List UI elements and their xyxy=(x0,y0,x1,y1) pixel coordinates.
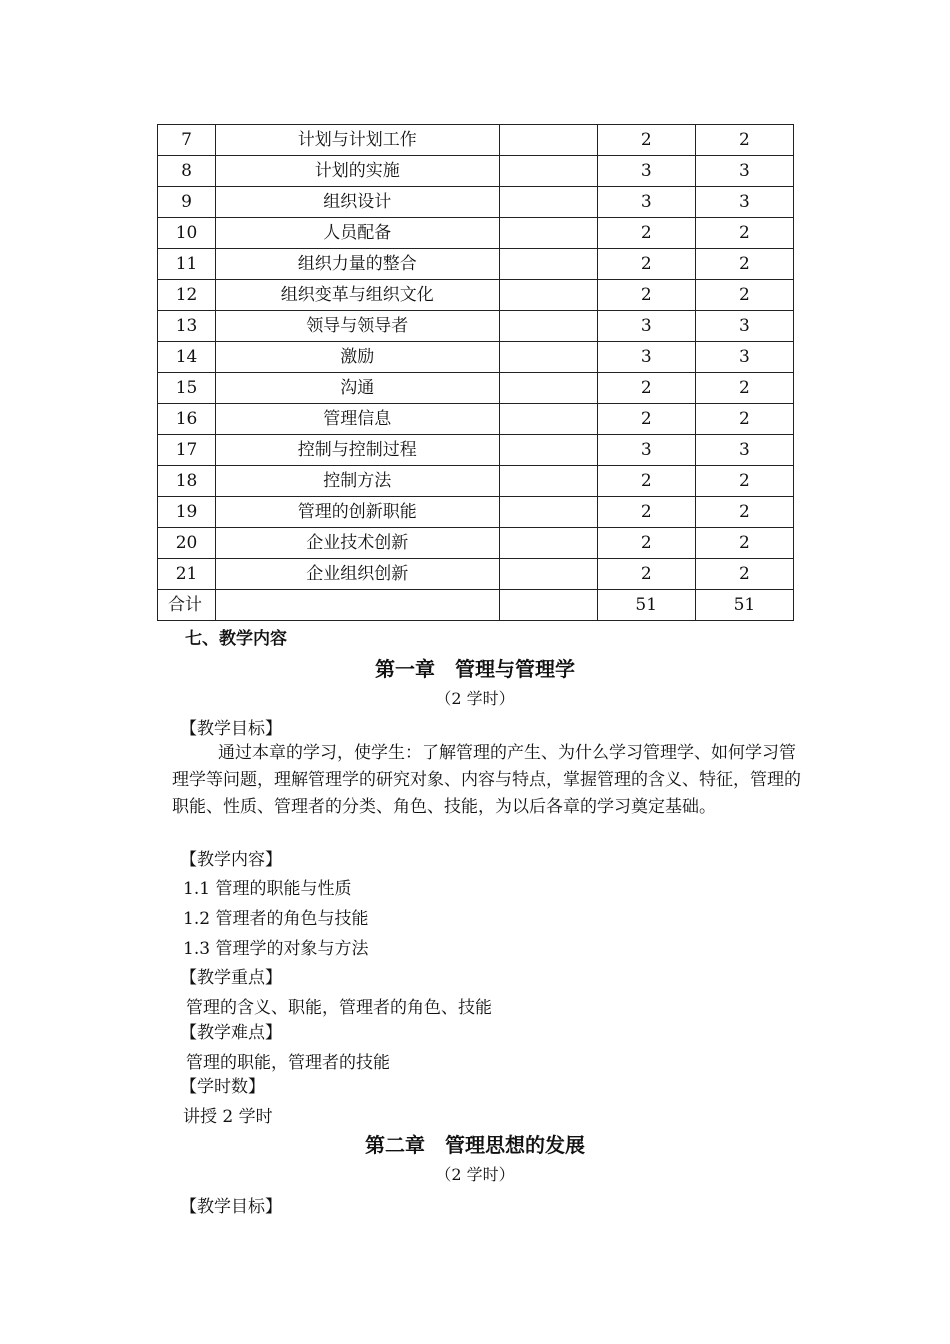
cell-note xyxy=(499,311,597,342)
cell-note xyxy=(499,497,597,528)
table-row xyxy=(158,187,794,218)
chapter1-hours: （2 学时） xyxy=(435,689,515,708)
cell-h2: 2 xyxy=(695,280,793,311)
cell-h1: 2 xyxy=(597,249,695,280)
cell-h1: 2 xyxy=(597,373,695,404)
cell-h1: 2 xyxy=(597,280,695,311)
chapter1-goal-label: 【教学目标】 xyxy=(180,719,282,739)
cell-no: 11 xyxy=(158,249,216,280)
cell-no: 9 xyxy=(158,187,216,218)
table-row xyxy=(158,404,794,435)
cell-no: 21 xyxy=(158,559,216,590)
cell-note xyxy=(499,373,597,404)
cell-h2: 3 xyxy=(695,435,793,466)
cell-no: 20 xyxy=(158,528,216,559)
cell-note xyxy=(499,404,597,435)
chapter1-content-label: 【教学内容】 xyxy=(180,850,282,870)
cell-no: 17 xyxy=(158,435,216,466)
cell-h1: 2 xyxy=(597,559,695,590)
cell-no: 10 xyxy=(158,218,216,249)
cell-no: 19 xyxy=(158,497,216,528)
total-empty-cell xyxy=(216,590,499,621)
cell-note xyxy=(499,156,597,187)
chapter2-hours: （2 学时） xyxy=(435,1165,515,1184)
cell-topic: 组织设计 xyxy=(216,187,499,218)
table-row xyxy=(158,156,794,187)
cell-note xyxy=(499,249,597,280)
cell-topic: 计划的实施 xyxy=(216,156,499,187)
table-row xyxy=(158,497,794,528)
section-heading: 七、教学内容 xyxy=(185,629,287,649)
table-row xyxy=(158,466,794,497)
table-row xyxy=(158,435,794,466)
chapter1-key-text: 管理的含义、职能，管理者的角色、技能 xyxy=(186,998,492,1018)
cell-topic: 企业组织创新 xyxy=(216,559,499,590)
cell-h1: 3 xyxy=(597,435,695,466)
cell-h1: 3 xyxy=(597,342,695,373)
cell-h1: 3 xyxy=(597,311,695,342)
cell-h1: 2 xyxy=(597,497,695,528)
cell-h1: 2 xyxy=(597,218,695,249)
cell-no: 8 xyxy=(158,156,216,187)
cell-note xyxy=(499,466,597,497)
chapter1-hours-label: 【学时数】 xyxy=(180,1077,265,1097)
cell-h1: 2 xyxy=(597,528,695,559)
cell-topic: 人员配备 xyxy=(216,218,499,249)
cell-note xyxy=(499,342,597,373)
cell-note xyxy=(499,218,597,249)
chapter1-title: 第一章 管理与管理学 xyxy=(375,657,575,681)
chapter1-goal-text: 通过本章的学习，使学生：了解管理的产生、为什么学习管理学、如何学习管理学等问题，理解管理学的研究对象、内容与特点，掌握管理的含义、特征，管理的职能、性质、管理者的分类、角色、技能，为以后各章的学习奠定基础。 xyxy=(172,743,801,817)
cell-topic: 管理的创新职能 xyxy=(216,497,499,528)
cell-h2: 2 xyxy=(695,528,793,559)
table-row xyxy=(158,342,794,373)
cell-no: 18 xyxy=(158,466,216,497)
cell-no: 7 xyxy=(158,125,216,156)
total-h1: 51 xyxy=(597,590,695,621)
cell-note xyxy=(499,125,597,156)
cell-topic: 激励 xyxy=(216,342,499,373)
table-row xyxy=(158,311,794,342)
chapter1-content-item-3: 1.3 管理学的对象与方法 xyxy=(183,939,369,959)
chapter1-difficulty-label: 【教学难点】 xyxy=(180,1023,282,1043)
course-hours-table xyxy=(157,124,794,621)
table-row xyxy=(158,528,794,559)
total-label: 合计 xyxy=(158,590,216,621)
table-row xyxy=(158,373,794,404)
cell-h1: 2 xyxy=(597,466,695,497)
table-row xyxy=(158,125,794,156)
cell-no: 14 xyxy=(158,342,216,373)
cell-topic: 管理信息 xyxy=(216,404,499,435)
cell-h2: 2 xyxy=(695,466,793,497)
cell-topic: 沟通 xyxy=(216,373,499,404)
chapter1-difficulty-text: 管理的职能，管理者的技能 xyxy=(186,1053,390,1073)
cell-note xyxy=(499,559,597,590)
cell-no: 15 xyxy=(158,373,216,404)
cell-topic: 计划与计划工作 xyxy=(216,125,499,156)
cell-topic: 领导与领导者 xyxy=(216,311,499,342)
chapter2-title: 第二章 管理思想的发展 xyxy=(365,1133,585,1157)
cell-no: 13 xyxy=(158,311,216,342)
table-row xyxy=(158,559,794,590)
cell-h2: 3 xyxy=(695,187,793,218)
cell-topic: 控制与控制过程 xyxy=(216,435,499,466)
cell-note xyxy=(499,528,597,559)
chapter2-goal-label: 【教学目标】 xyxy=(180,1197,282,1217)
total-empty-cell xyxy=(499,590,597,621)
cell-h2: 2 xyxy=(695,373,793,404)
cell-h1: 2 xyxy=(597,404,695,435)
cell-topic: 组织变革与组织文化 xyxy=(216,280,499,311)
cell-h1: 2 xyxy=(597,125,695,156)
cell-h2: 2 xyxy=(695,218,793,249)
cell-topic: 组织力量的整合 xyxy=(216,249,499,280)
table-row xyxy=(158,218,794,249)
cell-h1: 3 xyxy=(597,156,695,187)
cell-h2: 2 xyxy=(695,404,793,435)
total-row xyxy=(158,590,794,621)
chapter1-key-label: 【教学重点】 xyxy=(180,968,282,988)
cell-h2: 2 xyxy=(695,559,793,590)
table-row xyxy=(158,280,794,311)
cell-h2: 2 xyxy=(695,249,793,280)
cell-note xyxy=(499,187,597,218)
cell-topic: 控制方法 xyxy=(216,466,499,497)
cell-h2: 3 xyxy=(695,156,793,187)
cell-no: 12 xyxy=(158,280,216,311)
chapter1-content-item-2: 1.2 管理者的角色与技能 xyxy=(183,909,369,929)
chapter1-content-item-1: 1.1 管理的职能与性质 xyxy=(183,879,352,899)
total-h2: 51 xyxy=(695,590,793,621)
table-row xyxy=(158,249,794,280)
cell-h1: 3 xyxy=(597,187,695,218)
cell-no: 16 xyxy=(158,404,216,435)
cell-note xyxy=(499,280,597,311)
cell-h2: 2 xyxy=(695,125,793,156)
cell-h2: 2 xyxy=(695,497,793,528)
cell-h2: 3 xyxy=(695,342,793,373)
cell-topic: 企业技术创新 xyxy=(216,528,499,559)
cell-h2: 3 xyxy=(695,311,793,342)
cell-note xyxy=(499,435,597,466)
chapter1-hours-text: 讲授 2 学时 xyxy=(183,1107,273,1127)
